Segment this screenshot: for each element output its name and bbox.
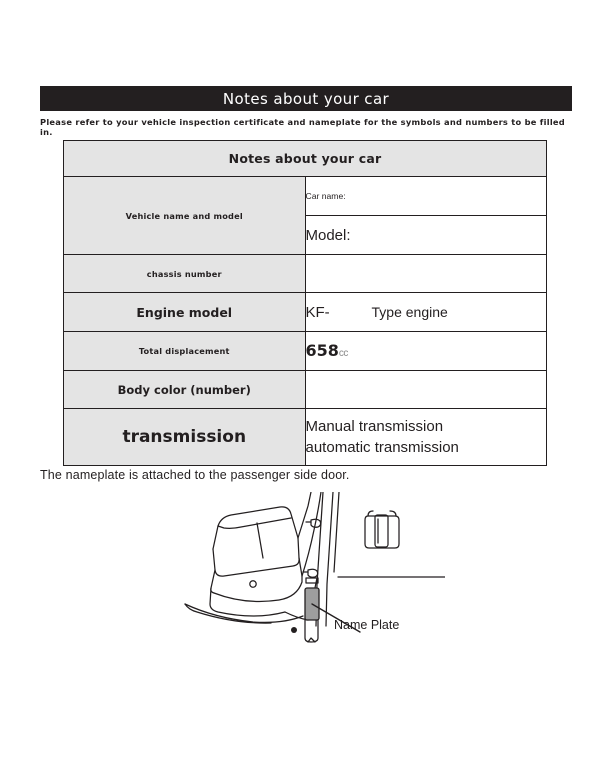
- value-chassis-number[interactable]: [305, 255, 547, 293]
- seat-crease-upper: [218, 518, 291, 528]
- table-header-cell: Notes about your car: [64, 141, 547, 177]
- seat-pivot-circle: [250, 581, 256, 587]
- nameplate-location-caption: The nameplate is attached to the passenger side door.: [40, 468, 350, 482]
- pillar-line-right: [326, 492, 333, 626]
- value-model[interactable]: Model:: [305, 216, 547, 255]
- table-row: [64, 177, 547, 216]
- pillar-line-outer: [334, 492, 339, 572]
- seat-base-right: [299, 558, 302, 576]
- transmission-option-automatic[interactable]: automatic transmission: [305, 439, 459, 456]
- table-row: [64, 371, 547, 409]
- trim-edge-upper: [298, 492, 311, 538]
- page-banner: [40, 86, 572, 111]
- engine-model-prefix: KF-: [305, 303, 330, 321]
- engine-model-suffix: Type engine: [371, 303, 448, 320]
- table-row: [64, 409, 547, 466]
- value-body-color[interactable]: [305, 371, 547, 409]
- row-label-body-color: Body color (number): [64, 371, 306, 409]
- value-engine-model[interactable]: [305, 293, 547, 332]
- seat-cushion: [214, 576, 302, 601]
- displacement-number: 658: [305, 341, 339, 360]
- passenger-door-nameplate-illustration: [175, 492, 445, 647]
- value-car-name[interactable]: Car name:: [305, 177, 547, 216]
- seat-crease-vertical: [257, 523, 263, 558]
- door-bolt-dot: [291, 627, 297, 633]
- seat-back-lower: [213, 538, 299, 576]
- row-label-engine-model: Engine model: [64, 293, 306, 332]
- banner-title: Notes about your car: [222, 89, 390, 108]
- name-plate-callout-label: Name Plate: [334, 618, 400, 632]
- door-striker-lower: [308, 569, 318, 577]
- door-diagram-svg: [175, 492, 445, 647]
- table-row: [64, 293, 547, 332]
- buckle-housing: [365, 516, 399, 548]
- table-row: [64, 255, 547, 293]
- transmission-option-manual[interactable]: Manual transmission: [305, 417, 444, 435]
- table-row: [64, 332, 547, 371]
- row-label-transmission: transmission: [64, 409, 306, 466]
- notes-about-your-car-table: [63, 140, 547, 466]
- table-header-row: [64, 141, 547, 177]
- row-label-chassis-number: chassis number: [64, 255, 306, 293]
- buckle-plate: [375, 515, 388, 547]
- value-transmission[interactable]: [305, 409, 547, 466]
- row-label-total-displacement: Total displacement: [64, 332, 306, 371]
- displacement-unit: cc: [338, 348, 348, 359]
- intro-note: Please refer to your vehicle inspection certificate and nameplate for the symbols and numbers to be filled in.: [40, 117, 565, 137]
- seat-lower-skirt: [210, 588, 285, 616]
- row-label-vehicle-name-and-model: Vehicle name and model: [64, 177, 306, 255]
- value-total-displacement[interactable]: [305, 332, 547, 371]
